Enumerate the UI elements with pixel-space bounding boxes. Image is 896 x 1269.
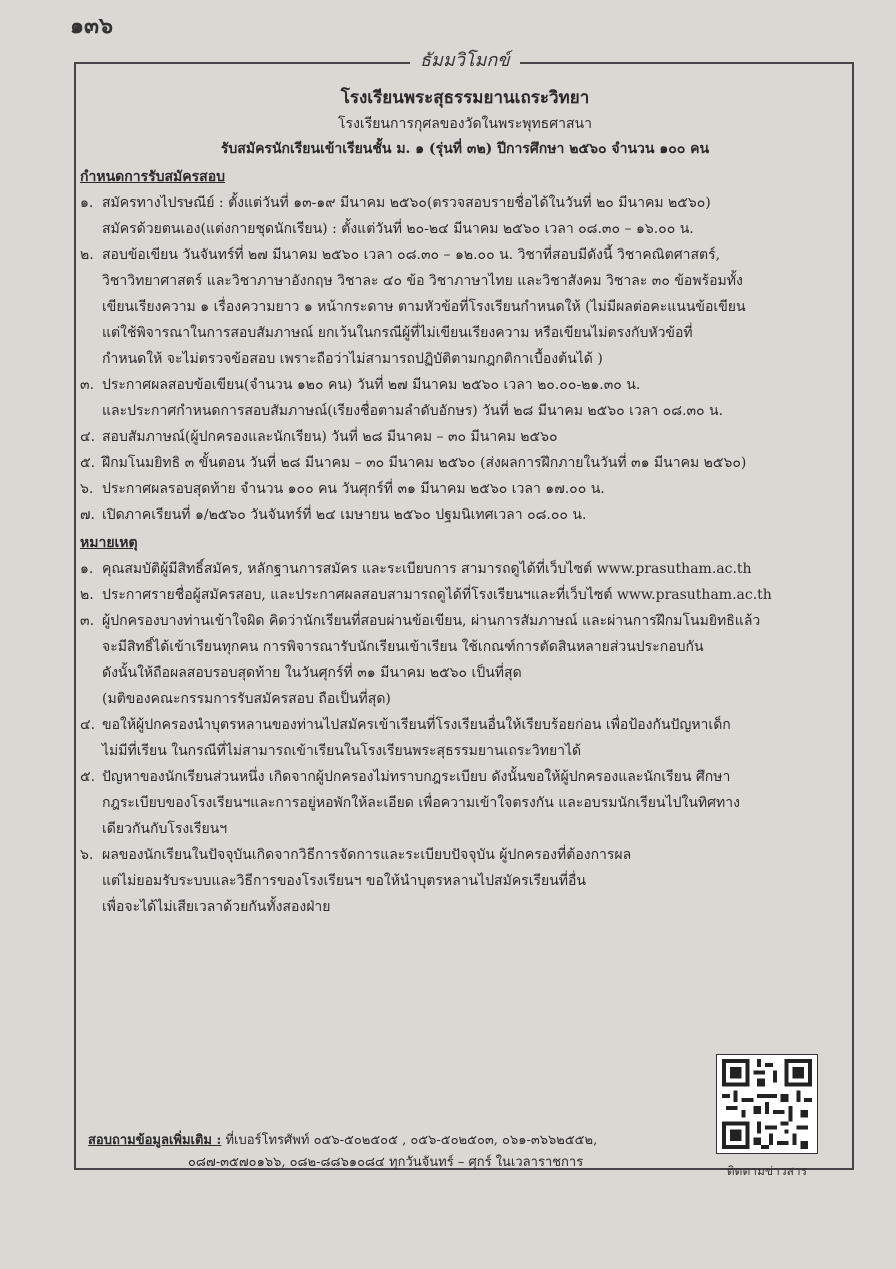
note-item-line: จะมีสิทธิ์ได้เข้าเรียนทุกคน การพิจารณารับนักเรียนเข้าเรียน ใช้เกณฑ์การตัดสินหลายส่วนประกอบกัน <box>102 639 704 655</box>
note-item-line: แต่ไม่ยอมรับระบบและวิธีการของโรงเรียนฯ ขอให้นำบุตรหลานไปสมัครเรียนที่อื่น <box>102 873 586 889</box>
note-item-number: ๒. <box>80 587 94 603</box>
note-item-line: ปัญหาของนักเรียนส่วนหนึ่ง เกิดจากผู้ปกครองไม่ทราบกฎระเบียบ ดังนั้นขอให้ผู้ปกครองและนักเรียน ศึกษา <box>102 769 731 785</box>
note-item-number: ๖. <box>80 847 94 863</box>
schedule-title: กำหนดการรับสมัครสอบ <box>80 169 225 185</box>
schedule-item-line: ประกาศผลรอบสุดท้าย จำนวน ๑๐๐ คน วันศุกร์ที่ ๓๑ มีนาคม ๒๕๖๐ เวลา ๑๗.๐๐ น. <box>102 481 605 497</box>
note-item-line: ผู้ปกครองบางท่านเข้าใจผิด คิดว่านักเรียนที่สอบผ่านข้อเขียน, ผ่านการสัมภาษณ์ และผ่านการฝึกมโนมยิทธิแล้ว <box>102 613 761 629</box>
schedule-item-line: วิชาวิทยาศาสตร์ และวิชาภาษาอังกฤษ วิชาละ ๔๐ ข้อ วิชาภาษาไทย และวิชาสังคม วิชาละ ๓๐ ข้อพร้อมทั้ง <box>102 273 743 289</box>
announcement: รับสมัครนักเรียนเข้าเรียนชั้น ม. ๑ (รุ่นที่ ๓๒) ปีการศึกษา ๒๕๖๐ จำนวน ๑๐๐ คน <box>220 141 710 157</box>
schedule-item-number: ๖. <box>80 481 94 497</box>
schedule-item-number: ๔. <box>80 429 96 445</box>
document-content <box>80 84 850 920</box>
note-item-number: ๔. <box>80 717 96 733</box>
note-item-number: ๓. <box>80 613 95 629</box>
note-item-line: ดังนั้นให้ถือผลสอบรอบสุดท้าย ในวันศุกร์ที่ ๓๑ มีนาคม ๒๕๖๐ เป็นที่สุด <box>102 665 522 681</box>
note-item-number: ๑. <box>80 561 94 577</box>
schedule-item-number: ๑. <box>80 195 94 211</box>
note-item <box>80 582 850 608</box>
note-item <box>80 712 850 764</box>
schedule-item <box>80 372 850 424</box>
note-item-line: ผลของนักเรียนในปัจจุบันเกิดจากวิธีการจัดการและระเบียบปัจจุบัน ผู้ปกครองที่ต้องการผล <box>102 847 632 863</box>
schedule-item <box>80 476 850 502</box>
note-item <box>80 842 850 920</box>
school-subtitle: โรงเรียนการกุศลของวัดในพระพุทธศาสนา <box>338 116 592 132</box>
note-item-number: ๕. <box>80 769 96 785</box>
schedule-item-line: สอบสัมภาษณ์(ผู้ปกครองและนักเรียน) วันที่ ๒๘ มีนาคม – ๓๐ มีนาคม ๒๕๖๐ <box>102 429 558 445</box>
schedule-list <box>80 190 850 528</box>
frame-title: ธัมมวิโมกข์ <box>410 45 520 74</box>
schedule-item <box>80 502 850 528</box>
note-item-line: ขอให้ผู้ปกครองนำบุตรหลานของท่านไปสมัครเข้าเรียนที่โรงเรียนอื่นให้เรียบร้อยก่อน เพื่อป้องกันปัญหาเด็ก <box>102 717 731 733</box>
contact-label: สอบถามข้อมูลเพิ่มเติม : <box>88 1133 222 1148</box>
notes-title: หมายเหตุ <box>80 535 138 551</box>
schedule-item-number: ๒. <box>80 247 94 263</box>
contact-line-1: ที่เบอร์โทรศัพท์ ๐๕๖-๕๐๒๕๐๕ , ๐๕๖-๕๐๒๕๐๓, ๐๖๑-๓๖๖๒๕๕๒, <box>221 1133 598 1148</box>
notes-list <box>80 556 850 920</box>
qr-code-icon[interactable] <box>716 1054 818 1154</box>
schedule-item-number: ๗. <box>80 507 95 523</box>
school-name: โรงเรียนพระสุธรรมยานเถระวิทยา <box>340 88 590 108</box>
schedule-item-number: ๓. <box>80 377 95 393</box>
schedule-item-line: แต่ใช้พิจารณาในการสอบสัมภาษณ์ ยกเว้นในกรณีผู้ที่ไม่เขียนเรียงความ หรือเขียนไม่ตรงกับหัวข้อที่ <box>102 325 693 341</box>
schedule-item-line: เขียนเรียงความ ๑ เรื่องความยาว ๑ หน้ากระดาษ ตามหัวข้อที่โรงเรียนกำหนดให้ (ไม่มีผลต่อคะแนนข้อเขียน <box>102 299 746 315</box>
page-number: ๑๓๖ <box>70 13 113 39</box>
schedule-item <box>80 190 850 242</box>
note-item-line: คุณสมบัติผู้มีสิทธิ์สมัคร, หลักฐานการสมัคร และระเบียบการ สามารถดูได้ที่เว็บไซต์ www.prasutham.ac.th <box>102 561 752 577</box>
schedule-item-line: สอบข้อเขียน วันจันทร์ที่ ๒๗ มีนาคม ๒๕๖๐ เวลา ๐๘.๓๐ – ๑๒.๐๐ น. วิชาที่สอบมีดังนี้ วิชาคณิตศาสตร์, <box>102 247 721 263</box>
note-item-line: เพื่อจะได้ไม่เสียเวลาด้วยกันทั้งสองฝ่าย <box>102 899 331 915</box>
contact-info <box>88 1130 708 1174</box>
schedule-item-line: กำหนดให้ จะไม่ตรวจข้อสอบ เพราะถือว่าไม่สามารถปฏิบัติตามกฎกติกาเบื้องต้นได้ ) <box>102 351 603 367</box>
note-item-line: กฎระเบียบของโรงเรียนฯและการอยู่หอพักให้ละเอียด เพื่อความเข้าใจตรงกัน และอบรมนักเรียนไปในทิศทาง <box>102 795 740 811</box>
qr-block <box>712 1054 822 1181</box>
schedule-item-line: ประกาศผลสอบข้อเขียน(จำนวน ๑๒๐ คน) วันที่ ๒๗ มีนาคม ๒๕๖๐ เวลา ๒๐.๐๐-๒๑.๓๐ น. <box>102 377 641 393</box>
schedule-item <box>80 450 850 476</box>
note-item-line: ประกาศรายชื่อผู้สมัครสอบ, และประกาศผลสอบสามารถดูได้ที่โรงเรียนฯและที่เว็บไซต์ www.prasutham.ac.th <box>102 587 772 603</box>
note-item <box>80 556 850 582</box>
schedule-item <box>80 242 850 372</box>
note-item <box>80 608 850 712</box>
contact-line-2: ๐๘๗-๓๕๗๐๑๖๖, ๐๘๒-๘๘๖๑๐๘๔ ทุกวันจันทร์ – ศุกร์ ในเวลาราชการ <box>188 1155 584 1170</box>
schedule-item-number: ๕. <box>80 455 96 471</box>
note-item <box>80 764 850 842</box>
schedule-item-line: ฝึกมโนมยิทธิ ๓ ขั้นตอน วันที่ ๒๘ มีนาคม – ๓๐ มีนาคม ๒๕๖๐ (ส่งผลการฝึกภายในวันที่ ๓๑ มีนาคม ๒๕๖๐) <box>102 455 747 471</box>
note-item-line: (มติของคณะกรรมการรับสมัครสอบ ถือเป็นที่สุด) <box>102 691 391 707</box>
schedule-item-line: สมัครทางไปรษณีย์ : ตั้งแต่วันที่ ๑๓-๑๙ มีนาคม ๒๕๖๐(ตรวจสอบรายชื่อได้ในวันที่ ๒๐ มีนาคม ๒๕๖๐) <box>102 195 711 211</box>
schedule-item <box>80 424 850 450</box>
qr-caption: ติดตามข่าวสาร <box>726 1164 808 1178</box>
schedule-item-line: และประกาศกำหนดการสอบสัมภาษณ์(เรียงชื่อตามลำดับอักษร) วันที่ ๒๘ มีนาคม ๒๕๖๐ เวลา ๐๘.๓๐ น. <box>102 403 724 419</box>
schedule-item-line: เปิดภาคเรียนที่ ๑/๒๕๖๐ วันจันทร์ที่ ๒๔ เมษายน ๒๕๖๐ ปฐมนิเทศเวลา ๐๘.๐๐ น. <box>102 507 587 523</box>
note-item-line: เดียวกันกับโรงเรียนฯ <box>102 821 228 837</box>
note-item-line: ไม่มีที่เรียน ในกรณีที่ไม่สามารถเข้าเรียนในโรงเรียนพระสุธรรมยานเถระวิทยาได้ <box>102 743 582 759</box>
schedule-item-line: สมัครด้วยตนเอง(แต่งกายชุดนักเรียน) : ตั้งแต่วันที่ ๒๐-๒๔ มีนาคม ๒๕๖๐ เวลา ๐๘.๓๐ – ๑๖.๐๐ น. <box>102 221 694 237</box>
